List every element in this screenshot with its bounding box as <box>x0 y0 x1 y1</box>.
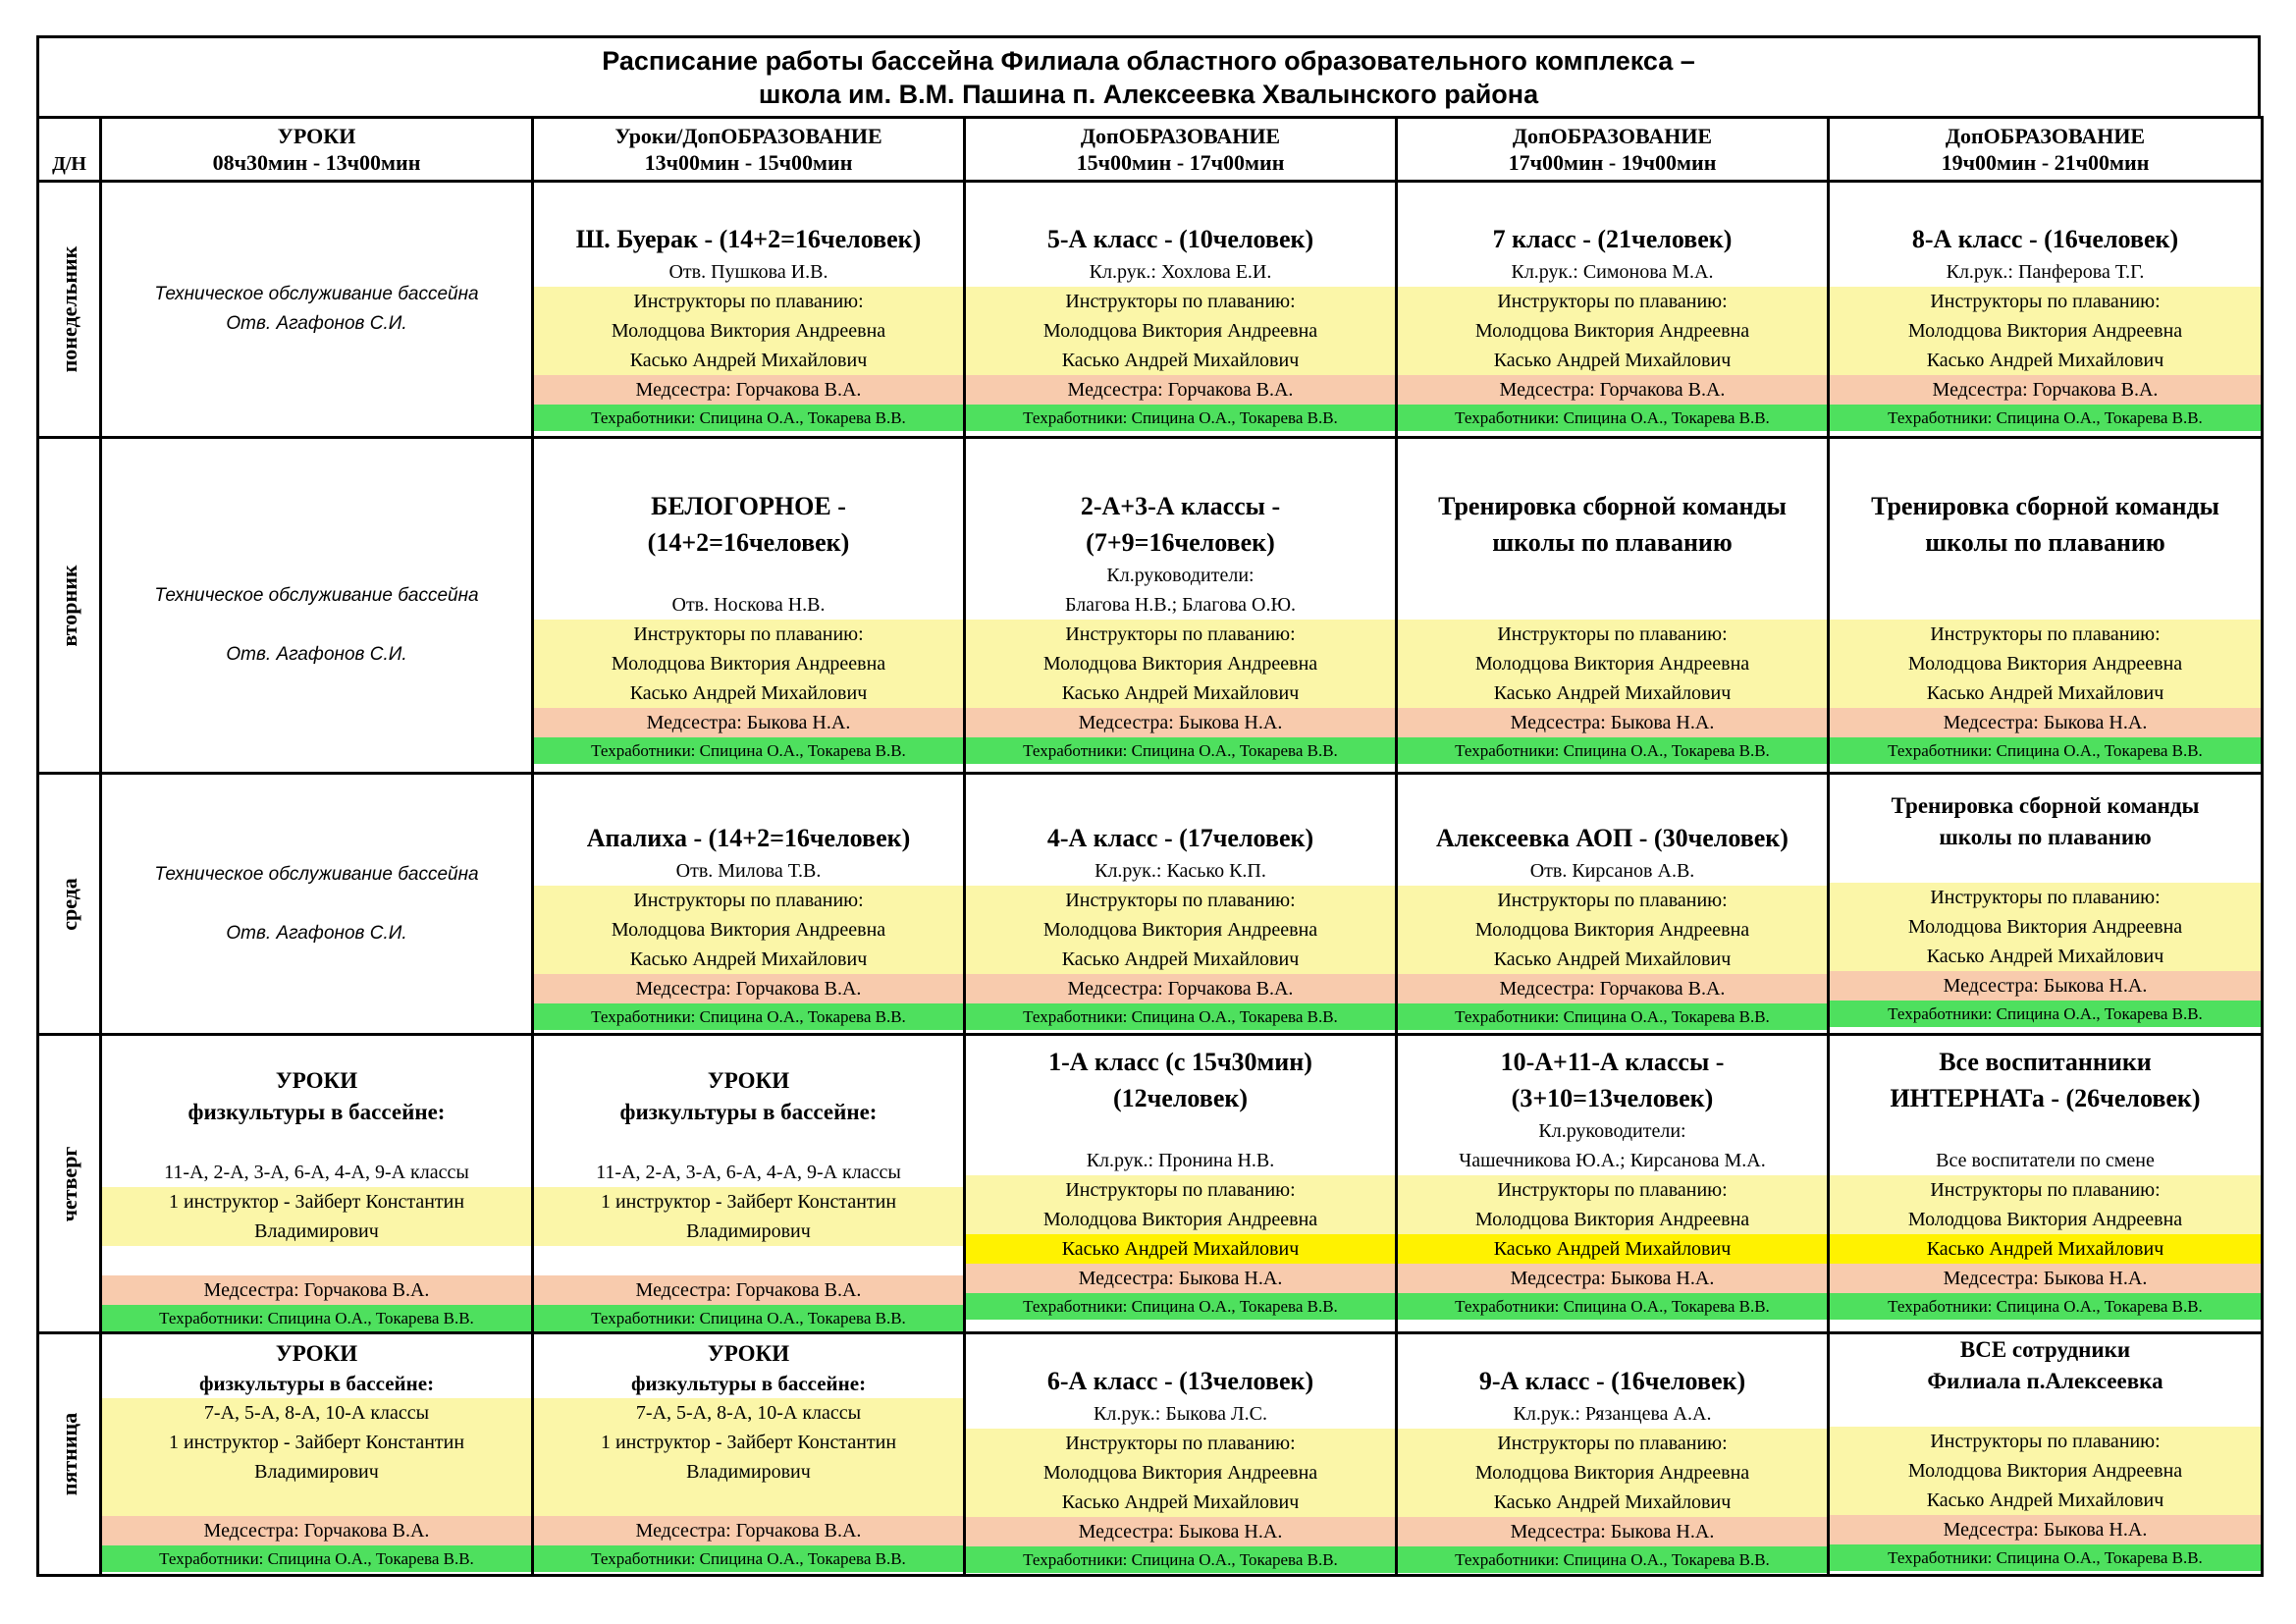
slot-cell <box>965 1333 1397 1576</box>
slot-title: Филиала п.Алексеевка <box>1927 1369 2163 1393</box>
maintenance-text: Техническое обслуживание бассейна <box>154 284 479 304</box>
instructor-name: Касько Андрей Михайлович <box>1830 1234 2261 1264</box>
header-col-time: 15ч00мин - 17ч00мин <box>1076 150 1285 175</box>
instructor-name: Молодцова Виктория Андреевна <box>966 1205 1395 1234</box>
header-day-night: Д/Н <box>38 118 101 182</box>
lessons-title: УРОКИ <box>275 1068 358 1093</box>
instructor-name: Касько Андрей Михайлович <box>534 678 963 708</box>
lesson-classes: 11-А, 2-А, 3-А, 6-А, 4-А, 9-А классы <box>164 1162 469 1183</box>
lessons-subtitle: физкультуры в бассейне: <box>630 1372 867 1395</box>
slot-cell <box>533 1333 965 1576</box>
instructor-name: Касько Андрей Михайлович <box>1830 942 2261 971</box>
nurse: Медсестра: Быкова Н.А. <box>1398 1517 1827 1546</box>
slot-cell <box>1829 1035 2263 1333</box>
slot-cell <box>1829 1333 2263 1576</box>
slot-cell <box>533 1035 965 1333</box>
day-row-monday <box>38 182 2263 438</box>
instructors-label: Инструкторы по плаванию: <box>966 886 1395 915</box>
maintenance-text: Техническое обслуживание бассейна <box>154 863 479 885</box>
instructors-label: Инструкторы по плаванию: <box>534 287 963 316</box>
header-col-4 <box>1397 118 1829 182</box>
slot-cell <box>533 438 965 774</box>
team-training-title: школы по плаванию <box>1939 825 2152 849</box>
slot-responsible: Кл.рук.: Панферова Т.Г. <box>1946 261 2145 283</box>
slot-title: Ш. Буерак - (14+2=16человек) <box>575 225 922 253</box>
nurse: Медсестра: Горчакова В.А. <box>1830 375 2261 405</box>
day-row-friday <box>38 1333 2263 1576</box>
tech-staff: Техработники: Спицина О.А., Токарева В.В. <box>534 1545 963 1572</box>
slot-responsible: Кл.рук.: Касько К.П. <box>1095 860 1266 882</box>
tech-staff: Техработники: Спицина О.А., Токарева В.В. <box>966 1293 1395 1320</box>
slot-responsible: Отв. Носкова Н.В. <box>671 594 826 616</box>
day-label: вторник <box>56 564 81 647</box>
tech-staff: Техработники: Спицина О.А., Токарева В.В. <box>966 737 1395 764</box>
maintenance-cell <box>101 182 533 438</box>
slot-title: 6-А класс - (13человек) <box>1046 1367 1314 1395</box>
instructor-name: Касько Андрей Михайлович <box>1398 945 1827 974</box>
header-col-1 <box>101 118 533 182</box>
slot-cell <box>101 1035 533 1333</box>
header-col-5 <box>1829 118 2263 182</box>
instructor-name: Касько Андрей Михайлович <box>966 945 1395 974</box>
instructor-name: Молодцова Виктория Андреевна <box>1398 1458 1827 1488</box>
slot-title: 8-А класс - (16человек) <box>1911 225 2179 253</box>
team-training-title: Тренировка сборной команды <box>1871 492 2219 520</box>
nurse: Медсестра: Горчакова В.А. <box>966 375 1395 405</box>
instructor-name: Молодцова Виктория Андреевна <box>966 1458 1395 1488</box>
header-col-time: 13ч00мин - 15ч00мин <box>644 150 853 175</box>
day-cell <box>38 182 101 438</box>
instructor-name: Молодцова Виктория Андреевна <box>1830 912 2261 942</box>
slot-title: 7 класс - (21человек) <box>1492 225 1733 253</box>
instructor-name: Касько Андрей Михайлович <box>966 346 1395 375</box>
slot-responsible: Кл.рук.: Симонова М.А. <box>1511 261 1714 283</box>
maintenance-responsible: Отв. Агафонов С.И. <box>226 643 407 665</box>
tech-staff: Техработники: Спицина О.А., Токарева В.В. <box>534 1305 963 1331</box>
slot-responsible: Отв. Милова Т.В. <box>675 860 822 882</box>
nurse: Медсестра: Быкова Н.А. <box>1830 1264 2261 1293</box>
tech-staff: Техработники: Спицина О.А., Токарева В.В. <box>102 1305 531 1331</box>
slot-title: 4-А класс - (17человек) <box>1046 824 1314 852</box>
slot-cell <box>1829 774 2263 1035</box>
instructors-label: Инструкторы по плаванию: <box>966 620 1395 649</box>
lessons-subtitle: физкультуры в бассейне: <box>619 1100 878 1124</box>
maintenance-cell <box>101 774 533 1035</box>
header-col-2 <box>533 118 965 182</box>
header-col-3 <box>965 118 1397 182</box>
slot-cell <box>533 774 965 1035</box>
instructors-label: Инструкторы по плаванию: <box>1398 1429 1827 1458</box>
instructors-label: Инструкторы по плаванию: <box>534 620 963 649</box>
day-label: четверг <box>56 1146 81 1221</box>
instructor-name: Молодцова Виктория Андреевна <box>1830 1456 2261 1486</box>
document-title <box>36 35 2261 116</box>
instructor-name: Владимирович <box>534 1457 963 1487</box>
slot-cell <box>1397 1035 1829 1333</box>
instructor-name: 1 инструктор - Зайберт Константин <box>102 1428 531 1457</box>
instructor-name: Молодцова Виктория Андреевна <box>1398 649 1827 678</box>
schedule-table <box>36 116 2264 1577</box>
slot-cell <box>1397 774 1829 1035</box>
nurse: Медсестра: Горчакова В.А. <box>102 1516 531 1545</box>
slot-cell <box>1397 1333 1829 1576</box>
instructor-name: Касько Андрей Михайлович <box>1398 678 1827 708</box>
instructor-name: 1 инструктор - Зайберт Константин <box>534 1187 963 1217</box>
slot-cell <box>1397 182 1829 438</box>
title-line-1: Расписание работы бассейна Филиала областного образовательного комплекса – <box>602 46 1695 76</box>
nurse: Медсестра: Быкова Н.А. <box>1830 971 2261 1001</box>
nurse: Медсестра: Быкова Н.А. <box>1830 708 2261 737</box>
day-cell <box>38 1333 101 1576</box>
tech-staff: Техработники: Спицина О.А., Токарева В.В. <box>534 737 963 764</box>
instructor-name: Молодцова Виктория Андреевна <box>1398 316 1827 346</box>
instructor-name: Касько Андрей Михайлович <box>966 678 1395 708</box>
nurse: Медсестра: Быкова Н.А. <box>534 708 963 737</box>
day-label: понедельник <box>56 245 81 373</box>
header-col-time: 19ч00мин - 21ч00мин <box>1941 150 2150 175</box>
slot-title: Апалиха - (14+2=16человек) <box>586 824 911 852</box>
slot-title: 1-А класс (с 15ч30мин) <box>1048 1048 1312 1076</box>
nurse: Медсестра: Быкова Н.А. <box>966 1517 1395 1546</box>
tech-staff: Техработники: Спицина О.А., Токарева В.В. <box>534 405 963 431</box>
slot-cell <box>101 1333 533 1576</box>
instructor-name: Молодцова Виктория Андреевна <box>534 915 963 945</box>
slot-responsible-label: Кл.руководители: <box>1538 1120 1686 1142</box>
instructors-label: Инструкторы по плаванию: <box>1830 287 2261 316</box>
header-col-time: 17ч00мин - 19ч00мин <box>1508 150 1717 175</box>
day-label: среда <box>56 877 81 931</box>
header-col-name: Уроки/ДопОБРАЗОВАНИЕ <box>614 124 882 148</box>
instructors-label: Инструкторы по плаванию: <box>1830 1175 2261 1205</box>
instructor-name: Молодцова Виктория Андреевна <box>966 316 1395 346</box>
instructor-name: Касько Андрей Михайлович <box>1398 346 1827 375</box>
instructor-name: 1 инструктор - Зайберт Константин <box>534 1428 963 1457</box>
nurse: Медсестра: Горчакова В.А. <box>534 974 963 1003</box>
lesson-classes: 7-А, 5-А, 8-А, 10-А классы <box>102 1398 531 1428</box>
instructor-name: Молодцова Виктория Андреевна <box>534 649 963 678</box>
header-col-name: ДопОБРАЗОВАНИЕ <box>1945 124 2146 148</box>
lessons-title: УРОКИ <box>707 1341 790 1366</box>
title-line-2: школа им. В.М. Пашина п. Алексеевка Хвалынского района <box>758 80 1539 109</box>
day-row-tuesday <box>38 438 2263 774</box>
instructors-label: Инструкторы по плаванию: <box>966 1429 1395 1458</box>
team-training-title: школы по плаванию <box>1492 528 1733 557</box>
header-col-name: УРОКИ <box>277 124 356 148</box>
instructor-name: Молодцова Виктория Андреевна <box>1398 915 1827 945</box>
instructors-label: Инструкторы по плаванию: <box>1398 1175 1827 1205</box>
slot-responsible: Благова Н.В.; Благова О.Ю. <box>1064 594 1297 616</box>
tech-staff: Техработники: Спицина О.А., Токарева В.В. <box>1830 405 2261 431</box>
slot-title: 10-А+11-А классы - <box>1500 1048 1725 1076</box>
maintenance-cell <box>101 438 533 774</box>
header-col-name: ДопОБРАЗОВАНИЕ <box>1512 124 1713 148</box>
slot-title: (14+2=16человек) <box>647 528 850 557</box>
day-cell <box>38 1035 101 1333</box>
header-col-name: ДопОБРАЗОВАНИЕ <box>1080 124 1281 148</box>
slot-cell <box>965 774 1397 1035</box>
slot-cell <box>1829 438 2263 774</box>
instructor-name: Касько Андрей Михайлович <box>1398 1488 1827 1517</box>
slot-cell <box>965 1035 1397 1333</box>
slot-title: ВСЕ сотрудники <box>1959 1337 2131 1362</box>
tech-staff: Техработники: Спицина О.А., Токарева В.В. <box>534 1003 963 1030</box>
nurse: Медсестра: Горчакова В.А. <box>1398 375 1827 405</box>
instructors-label: Инструкторы по плаванию: <box>1398 287 1827 316</box>
slot-cell <box>533 182 965 438</box>
slot-title: Все воспитанники <box>1939 1048 2152 1076</box>
slot-responsible: Кл.рук.: Рязанцева А.А. <box>1513 1403 1712 1425</box>
maintenance-responsible: Отв. Агафонов С.И. <box>226 922 407 944</box>
slot-responsible: Кл.рук.: Хохлова Е.И. <box>1089 261 1272 283</box>
day-row-wednesday <box>38 774 2263 1035</box>
tech-staff: Техработники: Спицина О.А., Токарева В.В. <box>966 405 1395 431</box>
team-training-title: Тренировка сборной команды <box>1891 793 2200 818</box>
instructor-name: Касько Андрей Михайлович <box>1830 678 2261 708</box>
tech-staff: Техработники: Спицина О.А., Токарева В.В. <box>1398 737 1827 764</box>
maintenance-text: Техническое обслуживание бассейна <box>154 584 479 606</box>
tech-staff: Техработники: Спицина О.А., Токарева В.В. <box>1830 1293 2261 1320</box>
slot-title: 9-А класс - (16человек) <box>1478 1367 1746 1395</box>
slot-title: 5-А класс - (10человек) <box>1046 225 1314 253</box>
nurse: Медсестра: Быкова Н.А. <box>1830 1515 2261 1544</box>
nurse: Медсестра: Быкова Н.А. <box>966 708 1395 737</box>
slot-responsible-label: Кл.руководители: <box>1106 565 1255 586</box>
instructor-name: Молодцова Виктория Андреевна <box>966 915 1395 945</box>
nurse: Медсестра: Горчакова В.А. <box>966 974 1395 1003</box>
instructor-name: Владимирович <box>534 1217 963 1246</box>
instructors-label: Инструкторы по плаванию: <box>1830 620 2261 649</box>
lessons-subtitle: физкультуры в бассейне: <box>198 1372 435 1395</box>
slot-title: БЕЛОГОРНОЕ - <box>651 492 846 520</box>
nurse: Медсестра: Горчакова В.А. <box>534 375 963 405</box>
tech-staff: Техработники: Спицина О.А., Токарева В.В. <box>966 1003 1395 1030</box>
nurse: Медсестра: Горчакова В.А. <box>1398 974 1827 1003</box>
day-row-thursday <box>38 1035 2263 1333</box>
team-training-title: школы по плаванию <box>1925 528 2165 557</box>
day-cell <box>38 774 101 1035</box>
instructors-label: Инструкторы по плаванию: <box>966 1175 1395 1205</box>
instructors-label: Инструкторы по плаванию: <box>1398 620 1827 649</box>
slot-responsible: Кл.рук.: Быкова Л.С. <box>1094 1403 1267 1425</box>
nurse: Медсестра: Быкова Н.А. <box>966 1264 1395 1293</box>
slot-responsible: Отв. Пушкова И.В. <box>668 261 828 283</box>
slot-title: (12человек) <box>1112 1084 1249 1112</box>
tech-staff: Техработники: Спицина О.А., Токарева В.В. <box>102 1545 531 1572</box>
instructor-name: Касько Андрей Михайлович <box>534 346 963 375</box>
lessons-title: УРОКИ <box>275 1341 358 1366</box>
slot-title: ИНТЕРНАТа - (26человек) <box>1890 1084 2201 1112</box>
instructor-name: Молодцова Виктория Андреевна <box>1398 1205 1827 1234</box>
nurse: Медсестра: Быкова Н.А. <box>1398 708 1827 737</box>
instructor-name: Молодцова Виктория Андреевна <box>1830 649 2261 678</box>
instructor-name: Молодцова Виктория Андреевна <box>966 649 1395 678</box>
slot-responsible: Все воспитатели по смене <box>1936 1150 2155 1171</box>
tech-staff: Техработники: Спицина О.А., Токарева В.В. <box>1398 1293 1827 1320</box>
header-row <box>38 118 2263 182</box>
tech-staff: Техработники: Спицина О.А., Токарева В.В. <box>966 1546 1395 1573</box>
slot-cell <box>1397 438 1829 774</box>
slot-title: 2-А+3-А классы - <box>1080 492 1281 520</box>
instructor-name: Молодцова Виктория Андреевна <box>1830 316 2261 346</box>
instructor-name: 1 инструктор - Зайберт Константин <box>102 1187 531 1217</box>
nurse: Медсестра: Быкова Н.А. <box>1398 1264 1827 1293</box>
tech-staff: Техработники: Спицина О.А., Токарева В.В. <box>1398 1546 1827 1573</box>
lesson-classes: 7-А, 5-А, 8-А, 10-А классы <box>534 1398 963 1428</box>
maintenance-responsible: Отв. Агафонов С.И. <box>226 313 407 334</box>
tech-staff: Техработники: Спицина О.А., Токарева В.В. <box>1830 737 2261 764</box>
instructor-name: Касько Андрей Михайлович <box>966 1488 1395 1517</box>
slot-title: (3+10=13человек) <box>1511 1084 1714 1112</box>
header-col-time: 08ч30мин - 13ч00мин <box>212 150 421 175</box>
instructor-name: Касько Андрей Михайлович <box>1398 1234 1827 1264</box>
instructor-name: Владимирович <box>102 1217 531 1246</box>
instructor-name: Молодцова Виктория Андреевна <box>1830 1205 2261 1234</box>
lessons-subtitle: физкультуры в бассейне: <box>187 1100 446 1124</box>
instructors-label: Инструкторы по плаванию: <box>1830 883 2261 912</box>
slot-cell <box>965 438 1397 774</box>
day-label: пятница <box>56 1412 81 1496</box>
slot-responsible: Кл.рук.: Пронина Н.В. <box>1086 1150 1275 1171</box>
instructors-label: Инструкторы по плаванию: <box>534 886 963 915</box>
instructors-label: Инструкторы по плаванию: <box>1398 886 1827 915</box>
slot-title: Алексеевка АОП - (30человек) <box>1436 824 1789 852</box>
nurse: Медсестра: Горчакова В.А. <box>102 1275 531 1305</box>
day-cell <box>38 438 101 774</box>
slot-responsible: Отв. Кирсанов А.В. <box>1529 860 1695 882</box>
instructors-label: Инструкторы по плаванию: <box>966 287 1395 316</box>
slot-cell <box>1829 182 2263 438</box>
slot-title: (7+9=16человек) <box>1086 528 1275 557</box>
slot-responsible: Чашечникова Ю.А.; Кирсанова М.А. <box>1459 1150 1766 1171</box>
instructor-name: Касько Андрей Михайлович <box>534 945 963 974</box>
tech-staff: Техработники: Спицина О.А., Токарева В.В. <box>1398 405 1827 431</box>
instructor-name: Касько Андрей Михайлович <box>966 1234 1395 1264</box>
instructor-name: Владимирович <box>102 1457 531 1487</box>
lessons-title: УРОКИ <box>707 1068 790 1093</box>
lesson-classes: 11-А, 2-А, 3-А, 6-А, 4-А, 9-А классы <box>596 1162 901 1183</box>
instructor-name: Касько Андрей Михайлович <box>1830 346 2261 375</box>
tech-staff: Техработники: Спицина О.А., Токарева В.В. <box>1830 1544 2261 1571</box>
instructors-label: Инструкторы по плаванию: <box>1830 1427 2261 1456</box>
team-training-title: Тренировка сборной команды <box>1438 492 1787 520</box>
tech-staff: Техработники: Спицина О.А., Токарева В.В. <box>1830 1001 2261 1027</box>
instructor-name: Молодцова Виктория Андреевна <box>534 316 963 346</box>
tech-staff: Техработники: Спицина О.А., Токарева В.В. <box>1398 1003 1827 1030</box>
slot-cell <box>965 182 1397 438</box>
nurse: Медсестра: Горчакова В.А. <box>534 1275 963 1305</box>
instructor-name: Касько Андрей Михайлович <box>1830 1486 2261 1515</box>
nurse: Медсестра: Горчакова В.А. <box>534 1516 963 1545</box>
